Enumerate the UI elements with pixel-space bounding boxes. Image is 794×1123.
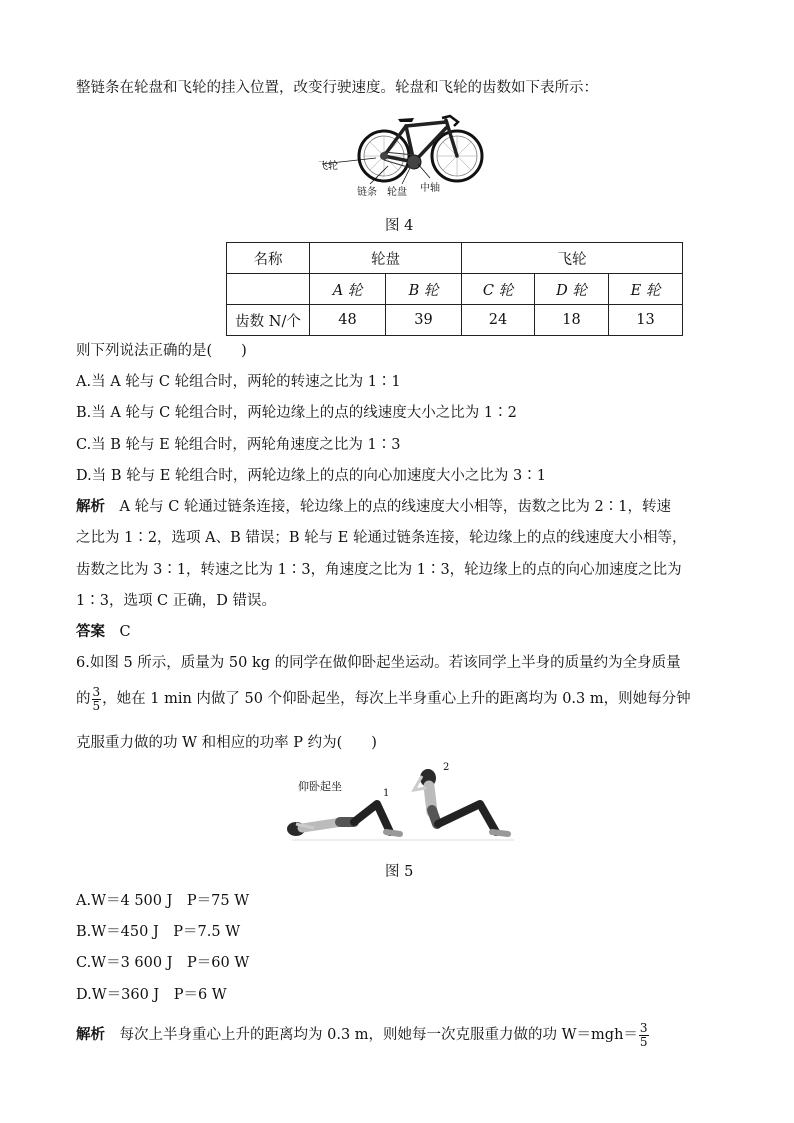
q6-line-1: 6.如图 5 所示，质量为 50 kg 的同学在做仰卧起坐运动。若该同学上半身的质量约为全身质量 bbox=[76, 655, 681, 671]
label-flywheel: 飞轮 bbox=[318, 161, 338, 172]
figure4-caption: 图 4 bbox=[385, 218, 414, 234]
q5-answer-value: C bbox=[119, 624, 131, 640]
wheel-d: D 轮 bbox=[535, 274, 609, 305]
teeth-e: 13 bbox=[609, 305, 683, 336]
row-label-teeth: 齿数 N/个 bbox=[227, 305, 310, 336]
q5-analysis-text-1: A 轮与 C 轮通过链条连接，轮边缘上的点的线速度大小相等，齿数之比为 2∶1，转速 bbox=[105, 499, 671, 515]
wheel-e: E 轮 bbox=[609, 274, 683, 305]
q6-analysis-fraction: $\frac{3}{5}$ bbox=[639, 1020, 648, 1049]
figure5-pose2-number: 2 bbox=[443, 762, 450, 773]
q5-analysis-line-4: 1∶3，选项 C 正确，D 错误。 bbox=[76, 593, 276, 609]
q5-option-d: D.当 B 轮与 E 轮组合时，两轮边缘上的点的向心加速度大小之比为 3∶1 bbox=[76, 468, 546, 484]
wheel-c: C 轮 bbox=[462, 274, 535, 305]
q5-option-a: A.当 A 轮与 C 轮组合时，两轮的转速之比为 1∶1 bbox=[76, 374, 401, 390]
figure5-title: 仰卧起坐 bbox=[298, 780, 342, 793]
teeth-b: 39 bbox=[386, 305, 462, 336]
q6-analysis-text: 每次上半身重心上升的距离均为 0.3 m，则她每一次克服重力做的功 W＝mgh＝ bbox=[105, 1027, 638, 1043]
wheel-a: A 轮 bbox=[310, 274, 386, 305]
header-chainring: 轮盘 bbox=[310, 243, 462, 274]
bike-frame bbox=[384, 120, 457, 162]
q6-line-2: 的 $\frac{3}{5}$ ，她在 1 min 内做了 50 个仰卧起坐，每次上半身重心上升的距离均为 0.3 m，则她每分钟 bbox=[76, 684, 691, 713]
q6-analysis-label: 解析 bbox=[76, 1026, 105, 1043]
header-name: 名称 bbox=[227, 243, 310, 274]
q5-analysis-line-1 bbox=[76, 497, 671, 517]
q5-option-c: C.当 B 轮与 E 轮组合时，两轮角速度之比为 1∶3 bbox=[76, 437, 401, 453]
q6-analysis-line bbox=[76, 1014, 650, 1056]
situp-figure bbox=[282, 766, 522, 846]
q6-line-3: 克服重力做的功 W 和相应的功率 P 约为( ) bbox=[76, 735, 377, 751]
flywheel-gear bbox=[380, 152, 388, 160]
q5-answer bbox=[76, 622, 131, 642]
figure5-caption: 图 5 bbox=[385, 864, 414, 880]
q5-analysis-label: 解析 bbox=[76, 498, 105, 515]
q6-option-b: B.W＝450 J P＝7.5 W bbox=[76, 924, 241, 940]
q5-stem: 则下列说法正确的是( ) bbox=[76, 343, 247, 359]
label-chainring: 轮盘 bbox=[387, 187, 407, 198]
header-flywheel: 飞轮 bbox=[462, 243, 683, 274]
q5-answer-label: 答案 bbox=[76, 623, 105, 640]
wheel-b: B 轮 bbox=[386, 274, 462, 305]
q6-fraction: $\frac{3}{5}$ bbox=[92, 684, 101, 713]
q5-analysis-line-2: 之比为 1∶2，选项 A、B 错误；B 轮与 E 轮通过链条连接，轮边缘上的点的线速度大小相等， bbox=[76, 530, 687, 546]
label-chain: 链条 bbox=[357, 187, 377, 198]
q6-option-c: C.W＝3 600 J P＝60 W bbox=[76, 955, 250, 971]
teeth-a: 48 bbox=[310, 305, 386, 336]
q6-option-d: D.W＝360 J P＝6 W bbox=[76, 987, 227, 1003]
teeth-table bbox=[226, 242, 683, 336]
teeth-c: 24 bbox=[462, 305, 535, 336]
q6-option-a: A.W＝4 500 J P＝75 W bbox=[76, 893, 250, 909]
q5-analysis-line-3: 齿数之比为 3∶1，转速之比为 1∶3，角速度之比为 1∶3，轮边缘上的点的向心加速度之比为 bbox=[76, 562, 682, 578]
label-axle: 中轴 bbox=[420, 183, 440, 194]
figure5-pose1-number: 1 bbox=[383, 788, 390, 799]
chainring bbox=[407, 155, 421, 169]
teeth-d: 18 bbox=[535, 305, 609, 336]
intro-text: 整链条在轮盘和飞轮的挂入位置，改变行驶速度。轮盘和飞轮的齿数如下表所示： bbox=[76, 80, 598, 96]
q5-option-b: B.当 A 轮与 C 轮组合时，两轮边缘上的点的线速度大小之比为 1∶2 bbox=[76, 405, 517, 421]
